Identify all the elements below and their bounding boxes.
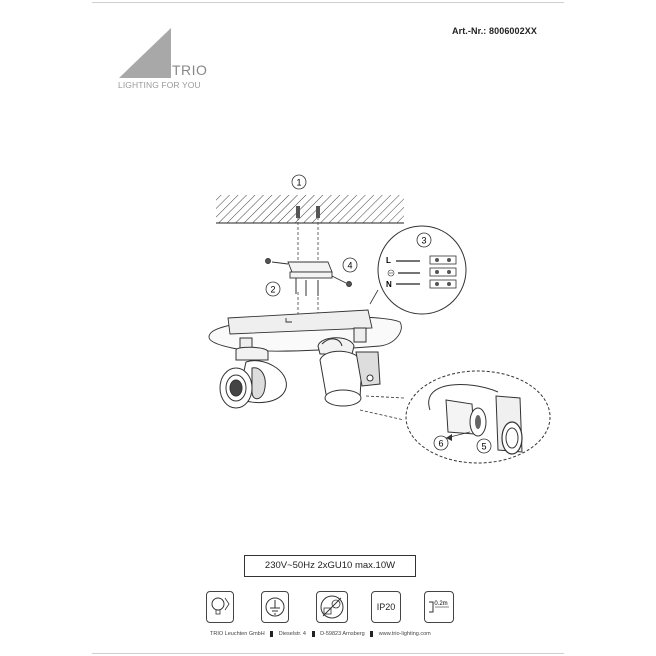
- article-number: Art.-Nr.: 8006002XX: [452, 26, 537, 36]
- mounting-bracket: [266, 259, 352, 287]
- bulb-detail: [406, 371, 550, 463]
- earth-ground-icon: [261, 591, 289, 623]
- min-distance-icon: [424, 591, 454, 623]
- step-5-marker: [477, 439, 491, 453]
- svg-text:3: 3: [421, 235, 427, 246]
- logo-brand: TRIO: [172, 62, 208, 78]
- footer-street: Dieselstr. 4: [278, 631, 306, 638]
- footer-city: D-59823 Arnsberg: [320, 631, 365, 638]
- footer-address: [209, 631, 432, 637]
- wire-neutral-label: N: [386, 280, 392, 289]
- screws: [296, 278, 318, 296]
- svg-text:2: 2: [270, 284, 276, 295]
- safety-symbols: [206, 591, 456, 627]
- footer-company: TRIO Leuchten GmbH: [210, 631, 265, 638]
- base-plate: [209, 310, 401, 351]
- footer-website: www.trio-lighting.com: [378, 631, 431, 638]
- wiring-detail: [370, 226, 466, 314]
- ceiling: [216, 195, 404, 223]
- step-1-marker: [292, 175, 306, 189]
- svg-text:0.2m: 0.2m: [434, 601, 448, 607]
- no-covering-icon: [316, 591, 348, 623]
- page-bottom-border: [92, 653, 564, 654]
- ip20-icon: IP20: [371, 591, 401, 623]
- svg-text:1: 1: [296, 177, 302, 188]
- electrical-spec: 230V~50Hz 2xGU10 max.10W: [244, 555, 416, 577]
- step-4-marker: [343, 258, 357, 272]
- wire-live-label: L: [386, 256, 391, 265]
- svg-text:4: 4: [347, 260, 353, 271]
- step-6-marker: [434, 436, 448, 450]
- step-2-marker: [266, 282, 280, 296]
- svg-text:5: 5: [481, 441, 487, 452]
- replace-bulb-icon: [206, 591, 234, 623]
- detail-leader: [360, 396, 404, 420]
- svg-text:6: 6: [438, 438, 444, 449]
- logo-tagline: LIGHTING FOR YOU: [118, 80, 201, 90]
